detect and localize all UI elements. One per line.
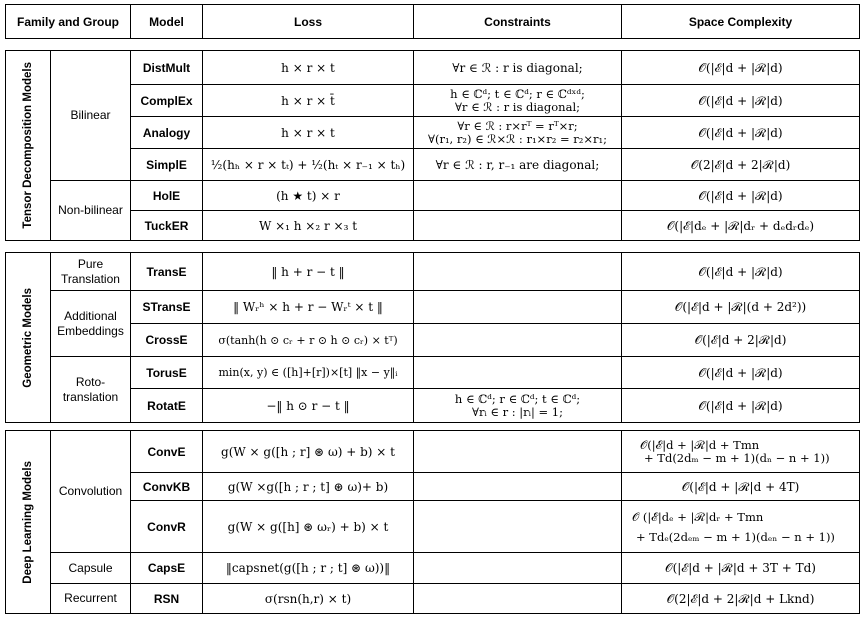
model-name: SimplE	[131, 149, 203, 181]
section-deep-learning	[5, 430, 860, 614]
complexity-text: 𝒪(|ℰ|d + |ℛ|d)	[622, 357, 860, 389]
loss-formula: g(W × g([h ; r] ⊛ ω) + b) × t	[203, 431, 414, 473]
complexity-cell	[622, 501, 860, 553]
complexity-text: + Td(2dₘ − m + 1)(dₙ − n + 1))	[644, 450, 830, 465]
table-row	[6, 291, 860, 324]
header-constraints: Constraints	[414, 5, 622, 39]
loss-formula: g(W ×g([h ; r ; t] ⊛ ω)+ b)	[203, 473, 414, 501]
complexity-text: 𝒪(|ℰ|d + |ℛ|d)	[622, 253, 860, 291]
section-geometric	[5, 252, 860, 423]
model-name: RSN	[131, 584, 203, 614]
constraint-text: h ∈ ℂᵈ; t ∈ ℂᵈ; r ∈ ℂᵈˣᵈ;	[450, 86, 585, 101]
complexity-text: 𝒪(2|ℰ|d + 2|ℛ|d + Lknd)	[622, 584, 860, 614]
loss-formula: (h ★ t) × r	[203, 181, 414, 211]
table-row	[6, 553, 860, 584]
constraint-text	[414, 431, 622, 473]
complexity-text: 𝒪(|ℰ|d + |ℛ|d + Tmn	[640, 437, 760, 452]
loss-formula: W ×₁ h ×₂ r ×₃ t	[203, 211, 414, 241]
loss-formula: h × r × t	[203, 117, 414, 149]
model-name: STransE	[131, 291, 203, 324]
section-tensor-decomposition	[5, 50, 860, 241]
table-row	[6, 211, 860, 241]
complexity-text: 𝒪(|ℰ|d + |ℛ|d + 3T + Td)	[622, 553, 860, 584]
table-header	[5, 4, 860, 39]
loss-formula: g(W × g([h] ⊛ ωᵣ) + b) × t	[203, 501, 414, 553]
table-row	[6, 324, 860, 357]
constraint-text	[414, 291, 622, 324]
constraint-text	[414, 324, 622, 357]
header-loss: Loss	[203, 5, 414, 39]
complexity-text: 𝒪(|ℰ|d + |ℛ|(d + 2d²))	[622, 291, 860, 324]
family-label: Deep Learning Models	[22, 460, 34, 584]
model-name: TorusE	[131, 357, 203, 389]
constraint-text	[414, 501, 622, 553]
loss-formula: ‖ Wᵣʰ × h + r − Wᵣᵗ × t ‖	[203, 291, 414, 324]
constraint-text	[414, 211, 622, 241]
constraint-text: ∀r ∈ ℛ : r, r₋₁ are diagonal;	[414, 149, 622, 181]
family-cell	[6, 253, 51, 423]
constraint-text: ∀(r₁, r₂) ∈ ℛ×ℛ : r₁×r₂ = r₂×r₁;	[428, 131, 607, 146]
model-name: TuckER	[131, 211, 203, 241]
constraint-text	[414, 253, 622, 291]
model-name: CapsE	[131, 553, 203, 584]
group-label: Convolution	[51, 431, 131, 553]
loss-formula: σ(rsn(h,r) × t)	[203, 584, 414, 614]
constraint-text: ∀r ∈ ℛ : r×rᵀ = rᵀ×r;	[457, 118, 578, 133]
model-name: ConvE	[131, 431, 203, 473]
constraint-cell	[414, 389, 622, 423]
loss-formula: ½(hₕ × r × tₜ) + ½(hₜ × r₋₁ × tₕ)	[203, 149, 414, 181]
group-label: Additional Embeddings	[51, 291, 131, 357]
complexity-text: 𝒪(|ℰ|d + |ℛ|d)	[622, 181, 860, 211]
loss-formula: h × r × t̄	[203, 85, 414, 117]
header-model: Model	[131, 5, 203, 39]
constraint-text: ∀rᵢ ∈ r : |rᵢ| = 1;	[472, 404, 563, 419]
header-space-complexity: Space Complexity	[622, 5, 860, 39]
constraint-cell	[414, 117, 622, 149]
complexity-text: + Tdₑ(2dₑₘ − m + 1)(dₑₙ − n + 1))	[636, 529, 835, 544]
table-row	[6, 117, 860, 149]
header-row	[6, 5, 860, 39]
model-name: CrossE	[131, 324, 203, 357]
model-name: ConvKB	[131, 473, 203, 501]
family-cell	[6, 431, 51, 614]
group-label: Pure Translation	[51, 253, 131, 291]
constraint-text: ∀r ∈ ℛ : r is diagonal;	[454, 99, 580, 114]
complexity-text: 𝒪 (|ℰ|dₑ + |ℛ|dᵣ + Tmn	[632, 509, 764, 524]
model-name: Analogy	[131, 117, 203, 149]
family-cell	[6, 51, 51, 241]
complexity-text: 𝒪(|ℰ|d + |ℛ|d)	[622, 389, 860, 423]
table-row	[6, 431, 860, 473]
complexity-text: 𝒪(|ℰ|d + |ℛ|d)	[622, 51, 860, 85]
loss-formula: ‖ h + r − t ‖	[203, 253, 414, 291]
model-name: ConvR	[131, 501, 203, 553]
complexity-text: 𝒪(|ℰ|d + |ℛ|d)	[622, 85, 860, 117]
table-row	[6, 389, 860, 423]
model-name: HolE	[131, 181, 203, 211]
complexity-text: 𝒪(|ℰ|d + 2|ℛ|d)	[622, 324, 860, 357]
group-label: Non-bilinear	[51, 181, 131, 241]
model-name: ComplEx	[131, 85, 203, 117]
complexity-text: 𝒪(2|ℰ|d + 2|ℛ|d)	[622, 149, 860, 181]
table-row	[6, 51, 860, 85]
loss-formula: min(x, y) ∈ ([h]+[r])×[t] ‖x − y‖ᵢ	[203, 357, 414, 389]
table-row	[6, 149, 860, 181]
group-label: Roto-translation	[51, 357, 131, 423]
table-row	[6, 253, 860, 291]
loss-formula: −‖ h ⊙ r − t ‖	[203, 389, 414, 423]
model-name: TransE	[131, 253, 203, 291]
loss-formula: h × r × t	[203, 51, 414, 85]
complexity-cell	[622, 431, 860, 473]
complexity-text: 𝒪(|ℰ|dₑ + |ℛ|dᵣ + dₑdᵣdₑ)	[622, 211, 860, 241]
table-row	[6, 584, 860, 614]
loss-formula: ‖capsnet(g([h ; r ; t] ⊛ ω))‖	[203, 553, 414, 584]
model-name: DistMult	[131, 51, 203, 85]
constraint-text	[414, 553, 622, 584]
header-family-and-group: Family and Group	[6, 5, 131, 39]
complexity-text: 𝒪(|ℰ|d + |ℛ|d)	[622, 117, 860, 149]
table-row	[6, 473, 860, 501]
group-label: Capsule	[51, 553, 131, 584]
complexity-text: 𝒪(|ℰ|d + |ℛ|d + 4T)	[622, 473, 860, 501]
constraint-text	[414, 473, 622, 501]
constraint-text: ∀r ∈ ℛ : r is diagonal;	[414, 51, 622, 85]
table-row	[6, 85, 860, 117]
table-row	[6, 357, 860, 389]
constraint-text: h ∈ ℂᵈ; r ∈ ℂᵈ; t ∈ ℂᵈ;	[454, 391, 581, 406]
group-label: Bilinear	[51, 51, 131, 181]
loss-formula: σ(tanh(h ⊙ cᵣ + r ⊙ h ⊙ cᵣ) × tᵀ)	[203, 324, 414, 357]
family-label: Geometric Models	[22, 287, 34, 388]
constraint-cell	[414, 85, 622, 117]
constraint-text	[414, 357, 622, 389]
group-label: Recurrent	[51, 584, 131, 614]
model-name: RotatE	[131, 389, 203, 423]
table-row	[6, 181, 860, 211]
constraint-text	[414, 584, 622, 614]
table-row	[6, 501, 860, 553]
constraint-text	[414, 181, 622, 211]
family-label: Tensor Decomposition Models	[22, 62, 34, 229]
